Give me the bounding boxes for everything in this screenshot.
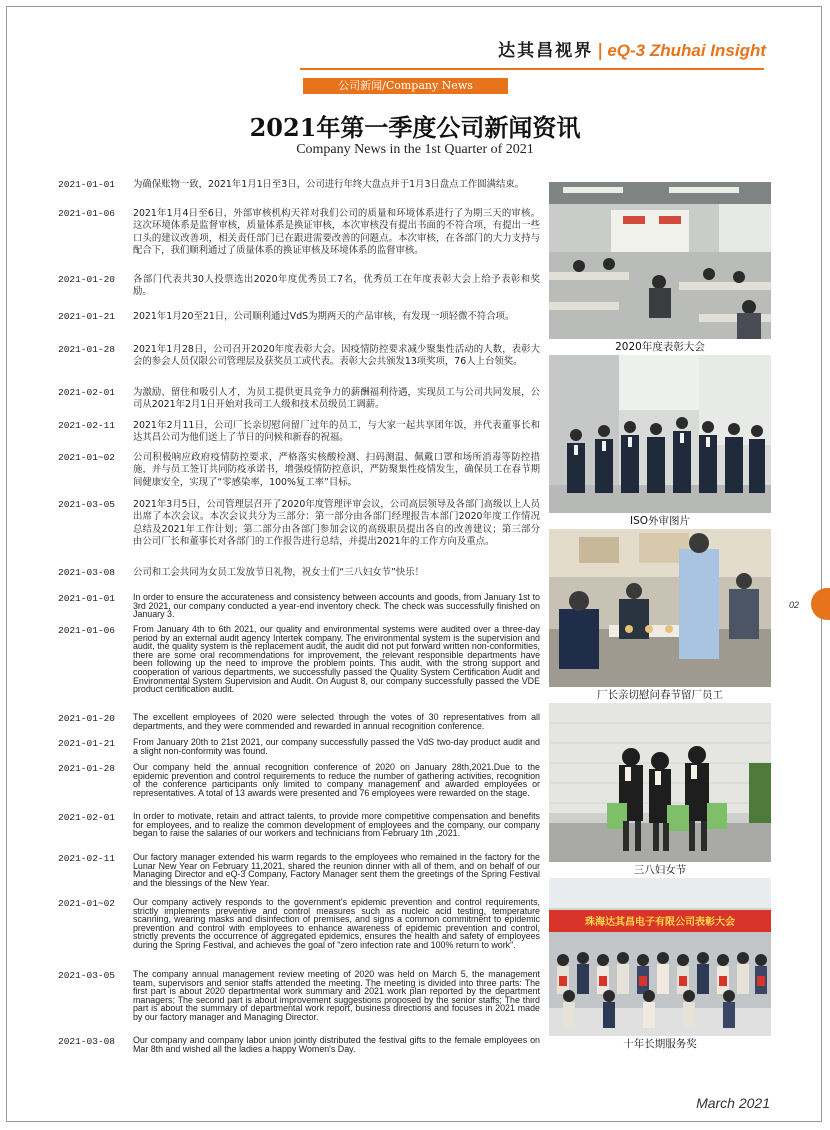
photo-column — [549, 182, 771, 1052]
news-item-en — [58, 713, 540, 738]
news-text: Our factory manager extended his warm regards to the employees who remained in the factory for the Lunar New Year on February 11,2021, shared the reunion dinner with all of them, and on behalf of our Managing Director and eQ-3 Company, Factory Manager sent them the greetings of the Spring Festival and the blessings of the New Year. — [133, 852, 540, 888]
news-text: 2021年2月11日，公司厂长亲切慰问留厂过年的员工，与大家一起共享团年饭，并代表董事长和达其昌公司为他们送上了节日的问候和新春的祝福。 — [133, 420, 540, 444]
womens-day-photo — [549, 703, 771, 862]
news-text: In order to ensure the accurateness and consistency between accounts and goods, from January 1st to 3rd 2021, our company conducted a year-end inventory check. The check was successfully finished on January 3. — [133, 592, 540, 620]
section-tag: 公司新闻/Company News — [303, 78, 508, 94]
news-item-en — [58, 812, 540, 853]
news-date: 2021-01-01 — [58, 593, 116, 604]
news-item-en — [58, 763, 540, 812]
factory-visit-photo — [549, 529, 771, 687]
news-item-en — [58, 1036, 540, 1056]
news-text: Our company actively responds to the government's epidemic prevention and control requirements, strictly implements preventive and control measures such as nucleic acid testing, temperature scanning, wearing masks and disinfection of premises, and signs a common commitment to epidemic prevention and control with employees to enhance awareness of epidemic prevention and control, strictly prevents the occurrence of aggregated epidemics, ensures the health and safety of employees during the Spring Festival, and achieves the goal of "zero infection rate and 100% return to work". — [133, 897, 540, 950]
news-date: 2021-02-11 — [58, 420, 116, 431]
news-item-en — [58, 625, 540, 713]
news-date: 2021-01-06 — [58, 208, 116, 219]
news-item-cn — [58, 344, 540, 387]
news-text: 公司积极响应政府疫情防控要求，严格落实核酸检测、扫码测温、佩戴口罩和场所消毒等防控措施，并与员工签订共同防疫承诺书，增强疫情防控意识，严防聚集性疫情发生，确保员工在春节期间健康安全，实现了“零感染率，100%复工率”目标。 — [133, 452, 540, 488]
service-award-photo — [549, 878, 771, 1036]
page-title-en: Company News in the 1st Quarter of 2021 — [296, 142, 534, 157]
brand-name-cn: 达其昌视界 — [498, 41, 594, 61]
photo-caption: 2020年度表彰大会 — [615, 341, 705, 353]
photo-caption: 十年长期服务奖 — [623, 1038, 697, 1050]
photo-caption: 厂长亲切慰问春节留厂员工 — [597, 689, 723, 701]
news-item-en — [58, 970, 540, 1036]
news-date: 2021-01-20 — [58, 713, 116, 724]
news-date: 2021-03-05 — [58, 970, 116, 981]
news-item-en — [58, 898, 540, 970]
news-date: 2021-01-01 — [58, 179, 116, 190]
iso-audit-photo — [549, 355, 771, 513]
news-date: 2021-01~02 — [58, 452, 116, 463]
news-date: 2021-03-08 — [58, 1036, 116, 1047]
news-item-en — [58, 593, 540, 625]
news-text: In order to motivate, retain and attract talents, to provide more competitive compensation and benefits for employees, and to realize the common development of employees and the company, our company began to raise the salaries of our workers and technicians from February 1th ,2021. — [133, 811, 540, 839]
header-divider — [300, 68, 764, 70]
banner-text: 珠海达其昌电子有限公司表彰大会 — [585, 917, 735, 928]
news-item-cn — [58, 208, 540, 274]
news-text: 2021年1月4日至6日，外部审核机构天祥对我们公司的质量和环境体系进行了为期三天的审核。这次环境体系是监督审核，质量体系是换证审核，本次审核没有提出书面的不符合项，有提出一些口头的建议改善项，相关责任部门已在跟进需要改善的问题点。本次审核，在各部门的大力支持与配合下，我们顺利通过了质量体系的换证审核及环境体系的监督审核。 — [133, 208, 540, 256]
news-text: 各部门代表共30人投票选出2020年度优秀员工7名，优秀员工在年度表彰大会上给予表彰和奖励。 — [133, 274, 540, 298]
news-date: 2021-01-20 — [58, 274, 116, 285]
news-date: 2021-01-06 — [58, 625, 116, 636]
news-item-cn — [58, 179, 540, 208]
news-date: 2021-01-21 — [58, 311, 116, 322]
photo-caption: ISO外审图片 — [629, 515, 691, 527]
news-text: 2021年1月28日，公司召开2020年度表彰大会。因疫情防控要求减少聚集性活动的人数，表彰大会的参会人员仅限公司管理层及获奖员工或代表。表彰大会共颁发13项奖项，76人上台领奖。 — [133, 344, 540, 368]
news-item-cn — [58, 567, 540, 593]
news-date: 2021-02-01 — [58, 387, 116, 398]
brand-separator: | — [597, 41, 604, 61]
news-item-en — [58, 738, 540, 763]
news-text: The excellent employees of 2020 were selected through the votes of 30 representatives from all departments, and they were commended and rewarded in annual recognition conference. — [133, 712, 540, 731]
news-item-cn — [58, 452, 540, 499]
news-text: 为激励、留住和吸引人才，为员工提供更具竞争力的薪酬福利待遇，实现员工与公司共同发展，公司从2021年2月1日开始对我司工人级和技术员级员工调薪。 — [133, 387, 540, 411]
news-text: 为确保账物一致，2021年1月1日至3日，公司进行年终大盘点并于1月3日盘点工作圆满结束。 — [133, 179, 525, 190]
news-text: Our company and company labor union jointly distributed the festival gifts to the female employees on Mar 8th and wished all the ladies a happy Women's Day. — [133, 1035, 540, 1054]
news-item-cn — [58, 387, 540, 420]
news-date: 2021-03-05 — [58, 499, 116, 510]
news-item-en — [58, 853, 540, 898]
news-date: 2021-03-08 — [58, 567, 116, 578]
news-text: The company annual management review meeting of 2020 was held on March 5, the management team, supervisors and senior staffs attended the meeting. The meeting is divided into three parts: The first part is about 2020 departmental work summary and 2021 work plan reported by the department managers; The second part is about improvement suggestions proposed by the senior staffs; The third part is about the summary of departmental work report, business directions and focuses in 2021 made by our factory manager and Managing Director. — [133, 969, 540, 1022]
news-date: 2021-01-21 — [58, 738, 116, 749]
news-item-cn — [58, 274, 540, 311]
news-text: From January 4th to 6th 2021, our quality and environmental systems were audited over a three-day period by an external audit agency Intertek company. The environmental system is the supervision and audit, the quality system is the replacement audit, the audit did not put forward written non-conformities, there are some oral recommendations for improvement, the relevant responsible departments have been following up the need to improve the problem points. This audit, with the strong support and cooperation of various departments, we successfully passed the Quality System Certification Audit and Environmental System Supervision and Audit. On August 8, our company successfully passed the VDE product certification audit. — [133, 624, 540, 695]
news-text: From January 20th to 21st 2021, our company successfully passed the VdS two-day product audit and a slight non-conformity was found. — [133, 737, 540, 756]
news-item-cn — [58, 499, 540, 567]
brand-header — [498, 36, 766, 61]
photo-caption: 三八妇女节 — [633, 864, 687, 876]
page-title-cn: 2021年第一季度公司新闻资讯 — [249, 113, 581, 142]
news-date: 2021-02-11 — [58, 853, 116, 864]
news-date: 2021-02-01 — [58, 812, 116, 823]
footer-date: March 2021 — [696, 1095, 770, 1111]
news-item-cn — [58, 420, 540, 452]
news-text: 2021年1月20至21日，公司顺利通过VdS为期两天的产品审核，有发现一项轻微不符合项。 — [133, 311, 515, 322]
news-item-cn — [58, 311, 540, 344]
news-text: 2021年3月5日，公司管理层召开了2020年度管理评审会议，公司高层领导及各部门高级以上人员出席了本次会议。本次会议共分为三部分：第一部分由各部门经理报告本部门2020年度工作情况总结及2021年工作计划；第二部分由各部门参加会议的高级职员提出各自的改善建议；第三部分由公司厂长和董事长对各部门的工作报告进行总结，并提出2021年的工作方向及重点。 — [133, 499, 540, 547]
award-conference-photo — [549, 182, 771, 339]
news-date: 2021-01~02 — [58, 898, 116, 909]
news-text: Our company held the annual recognition conference of 2020 on January 28th,2021.Due to the epidemic prevention and control requirements to reduce the number of gathering activities, recognition of the conference participants only limited to company management and awarded employees or representatives. A total of 13 awards were presented and 76 employees were rewarded on the stage. — [133, 762, 540, 798]
page-number: 02 — [789, 600, 800, 610]
news-date: 2021-01-28 — [58, 763, 116, 774]
news-column — [58, 179, 540, 1056]
news-date: 2021-01-28 — [58, 344, 116, 355]
news-text: 公司和工会共同为女员工发放节日礼物，祝女士们“三八妇女节”快乐！ — [133, 567, 424, 578]
brand-name-en: eQ-3 Zhuhai Insight — [607, 41, 766, 60]
